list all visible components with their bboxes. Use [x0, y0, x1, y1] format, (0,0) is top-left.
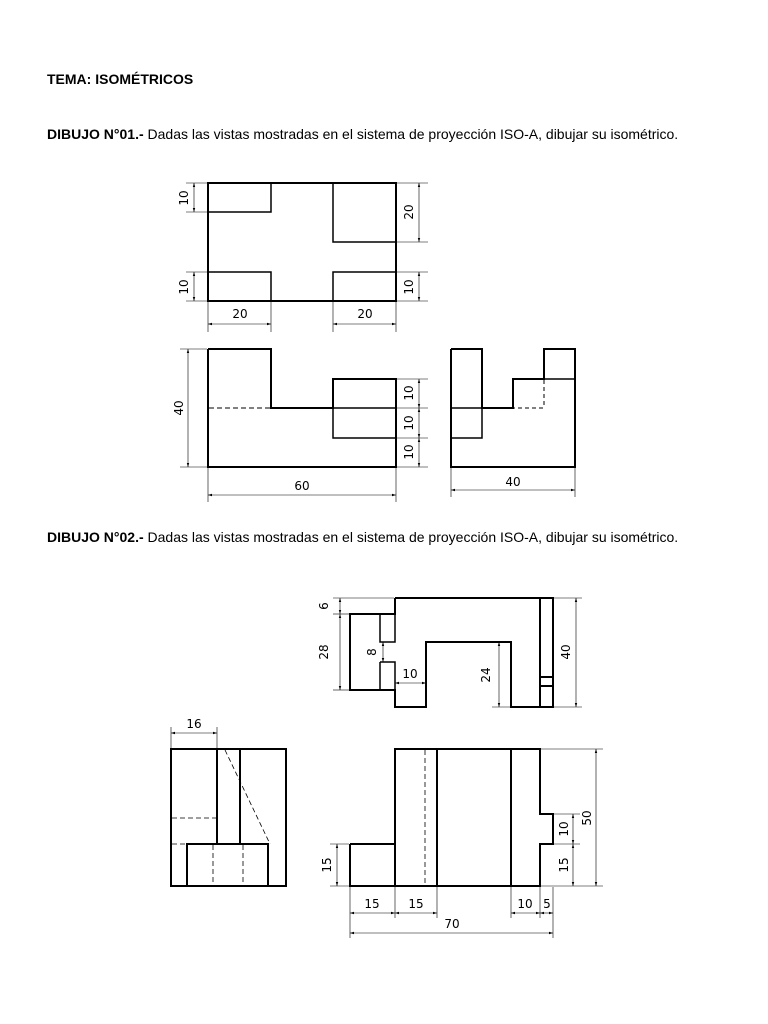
dim-label: 28 [317, 644, 331, 660]
dim-label: 15 [320, 857, 334, 873]
dim-label: 10 [517, 897, 533, 911]
dim-label: 6 [317, 602, 331, 610]
dim-label: 15 [408, 897, 424, 911]
dim-label: 24 [479, 667, 493, 683]
drawing-2-side-view [171, 727, 286, 886]
dim-label: 10 [402, 444, 416, 460]
dim-label: 40 [505, 475, 521, 489]
dim-label: 15 [364, 897, 380, 911]
dim-label: 10 [402, 385, 416, 401]
dim-label: 70 [444, 917, 460, 931]
dim-label: 20 [232, 307, 248, 321]
dim-label: 10 [177, 279, 191, 295]
drawing-1-heading: DIBUJO N°01.- [47, 126, 144, 142]
dim-label: 5 [543, 897, 551, 911]
dim-label: 60 [294, 479, 310, 493]
dim-label: 40 [559, 644, 573, 660]
dim-label: 10 [177, 190, 191, 206]
dim-label: 20 [402, 204, 416, 220]
dim-label: 10 [557, 821, 571, 837]
dim-label: 10 [402, 279, 416, 295]
drawing-2-text: Dadas las vistas mostradas en el sistema de proyección ISO-A, dibujar su isométrico. [143, 529, 679, 545]
drawing-1-text: Dadas las vistas mostradas en el sistema de proyección ISO-A, dibujar su isométrico. [143, 126, 679, 142]
dim-label: 10 [402, 667, 418, 681]
drawing-2-heading: DIBUJO N°02.- [47, 529, 144, 545]
dim-label: 40 [172, 400, 186, 416]
dim-label: 10 [402, 415, 416, 431]
dim-label: 15 [557, 857, 571, 873]
dim-label: 8 [365, 648, 379, 656]
dim-label: 20 [357, 307, 373, 321]
drawing-1-top-view [186, 183, 428, 332]
page-title: TEMA: ISOMÉTRICOS [47, 71, 194, 87]
dim-label: 16 [186, 717, 202, 731]
dim-label: 50 [580, 810, 594, 826]
